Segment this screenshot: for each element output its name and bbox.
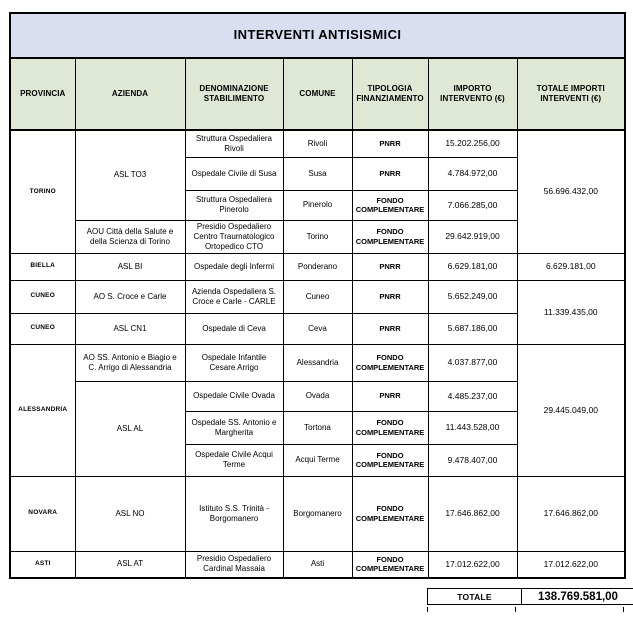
cell-importo: 17.646.862,00	[428, 476, 517, 551]
cell-comune: Borgomanero	[283, 476, 352, 551]
cell-azienda: AO S. Croce e Carle	[75, 280, 185, 313]
totale-box-border-ticks	[427, 607, 624, 612]
col-header-totale-importi: TOTALE IMPORTI INTERVENTI (€)	[517, 58, 625, 130]
cell-importo: 9.478.407,00	[428, 444, 517, 476]
cell-importo: 11.443.528,00	[428, 411, 517, 444]
cell-denominazione: Ospedale Civile di Susa	[185, 157, 283, 190]
cell-comune: Susa	[283, 157, 352, 190]
cell-tipologia: PNRR	[352, 157, 428, 190]
table-row	[10, 130, 625, 157]
cell-importo: 5.687.186,00	[428, 313, 517, 344]
cell-provincia: ALESSANDRIA	[10, 344, 75, 476]
cell-importo: 5.652.249,00	[428, 280, 517, 313]
cell-importo: 17.012.622,00	[428, 551, 517, 578]
cell-totale-importi: 6.629.181,00	[517, 253, 625, 280]
cell-importo: 6.629.181,00	[428, 253, 517, 280]
cell-comune: Acqui Terme	[283, 444, 352, 476]
table-row	[10, 280, 625, 313]
cell-azienda: ASL BI	[75, 253, 185, 280]
cell-azienda: ASL AT	[75, 551, 185, 578]
col-header-azienda: AZIENDA	[75, 58, 185, 130]
cell-denominazione: Istituto S.S. Trinità - Borgomanero	[185, 476, 283, 551]
table-row	[10, 344, 625, 381]
col-header-denominazione-stabilimento: DENOMINAZIONE STABILIMENTO	[185, 58, 283, 130]
totale-label: TOTALE	[428, 589, 522, 605]
cell-comune: Ponderano	[283, 253, 352, 280]
cell-denominazione: Ospedale degli Infermi	[185, 253, 283, 280]
cell-importo: 4.037.877,00	[428, 344, 517, 381]
cell-denominazione: Ospedale di Ceva	[185, 313, 283, 344]
cell-denominazione: Azienda Ospedaliera S. Croce e Carle - CARLE	[185, 280, 283, 313]
column-header-row	[10, 58, 625, 130]
cell-comune: Alessandria	[283, 344, 352, 381]
cell-tipologia: PNRR	[352, 280, 428, 313]
table-row	[10, 551, 625, 578]
cell-totale-importi: 17.012.622,00	[517, 551, 625, 578]
cell-denominazione: Ospedale Infantile Cesare Arrigo	[185, 344, 283, 381]
cell-comune: Ceva	[283, 313, 352, 344]
totale-value: 138.769.581,00	[522, 589, 633, 605]
cell-tipologia: FONDO COMPLEMENTARE	[352, 190, 428, 220]
cell-totale-importi: 11.339.435,00	[517, 280, 625, 344]
cell-provincia: CUNEO	[10, 280, 75, 313]
cell-importo: 7.066.285,00	[428, 190, 517, 220]
cell-comune: Rivoli	[283, 130, 352, 157]
cell-provincia: TORINO	[10, 130, 75, 253]
cell-tipologia: PNRR	[352, 313, 428, 344]
col-header-importo-intervento: IMPORTO INTERVENTO (€)	[428, 58, 517, 130]
title-row	[10, 13, 625, 58]
cell-comune: Tortona	[283, 411, 352, 444]
cell-azienda: ASL CN1	[75, 313, 185, 344]
cell-comune: Asti	[283, 551, 352, 578]
table-row	[10, 476, 625, 551]
cell-importo: 4.784.972,00	[428, 157, 517, 190]
cell-comune: Cuneo	[283, 280, 352, 313]
interventi-antisismici-table	[9, 12, 626, 579]
cell-provincia: ASTI	[10, 551, 75, 578]
col-header-provincia: PROVINCIA	[10, 58, 75, 130]
cell-importo: 15.202.256,00	[428, 130, 517, 157]
cell-comune: Ovada	[283, 381, 352, 411]
grand-total-box	[427, 588, 633, 605]
cell-totale-importi: 29.445.049,00	[517, 344, 625, 476]
cell-tipologia: PNRR	[352, 130, 428, 157]
cell-provincia: NOVARA	[10, 476, 75, 551]
cell-tipologia: FONDO COMPLEMENTARE	[352, 551, 428, 578]
table-row	[10, 253, 625, 280]
cell-denominazione: Presidio Ospedaliero Centro Traumatologico Ortopedico CTO	[185, 220, 283, 253]
cell-importo: 29.642.919,00	[428, 220, 517, 253]
cell-tipologia: FONDO COMPLEMENTARE	[352, 220, 428, 253]
cell-denominazione: Struttura Ospedaliera Rivoli	[185, 130, 283, 157]
col-header-tipologia-finanziamento: TIPOLOGIA FINANZIAMENTO	[352, 58, 428, 130]
cell-tipologia: PNRR	[352, 253, 428, 280]
col-header-comune: COMUNE	[283, 58, 352, 130]
cell-azienda: AOU Città della Salute e della Scienza di Torino	[75, 220, 185, 253]
cell-totale-importi: 56.696.432,00	[517, 130, 625, 253]
cell-provincia: CUNEO	[10, 313, 75, 344]
cell-comune: Torino	[283, 220, 352, 253]
cell-denominazione: Struttura Ospedaliera Pinerolo	[185, 190, 283, 220]
cell-tipologia: FONDO COMPLEMENTARE	[352, 411, 428, 444]
cell-azienda: ASL NO	[75, 476, 185, 551]
cell-totale-importi: 17.646.862,00	[517, 476, 625, 551]
cell-denominazione: Ospedale SS. Antonio e Margherita	[185, 411, 283, 444]
cell-comune: Pinerolo	[283, 190, 352, 220]
cell-denominazione: Ospedale Civile Ovada	[185, 381, 283, 411]
cell-denominazione: Ospedale Civile Acqui Terme	[185, 444, 283, 476]
cell-denominazione: Presidio Ospedaliero Cardinal Massaia	[185, 551, 283, 578]
cell-tipologia: FONDO COMPLEMENTARE	[352, 344, 428, 381]
cell-tipologia: FONDO COMPLEMENTARE	[352, 476, 428, 551]
cell-azienda: ASL AL	[75, 381, 185, 476]
cell-tipologia: PNRR	[352, 381, 428, 411]
cell-azienda: ASL TO3	[75, 130, 185, 220]
table-title: INTERVENTI ANTISISMICI	[10, 13, 625, 58]
cell-importo: 4.485.237,00	[428, 381, 517, 411]
cell-tipologia: FONDO COMPLEMENTARE	[352, 444, 428, 476]
cell-azienda: AO SS. Antonio e Biagio e C. Arrigo di Alessandria	[75, 344, 185, 381]
cell-provincia: BIELLA	[10, 253, 75, 280]
